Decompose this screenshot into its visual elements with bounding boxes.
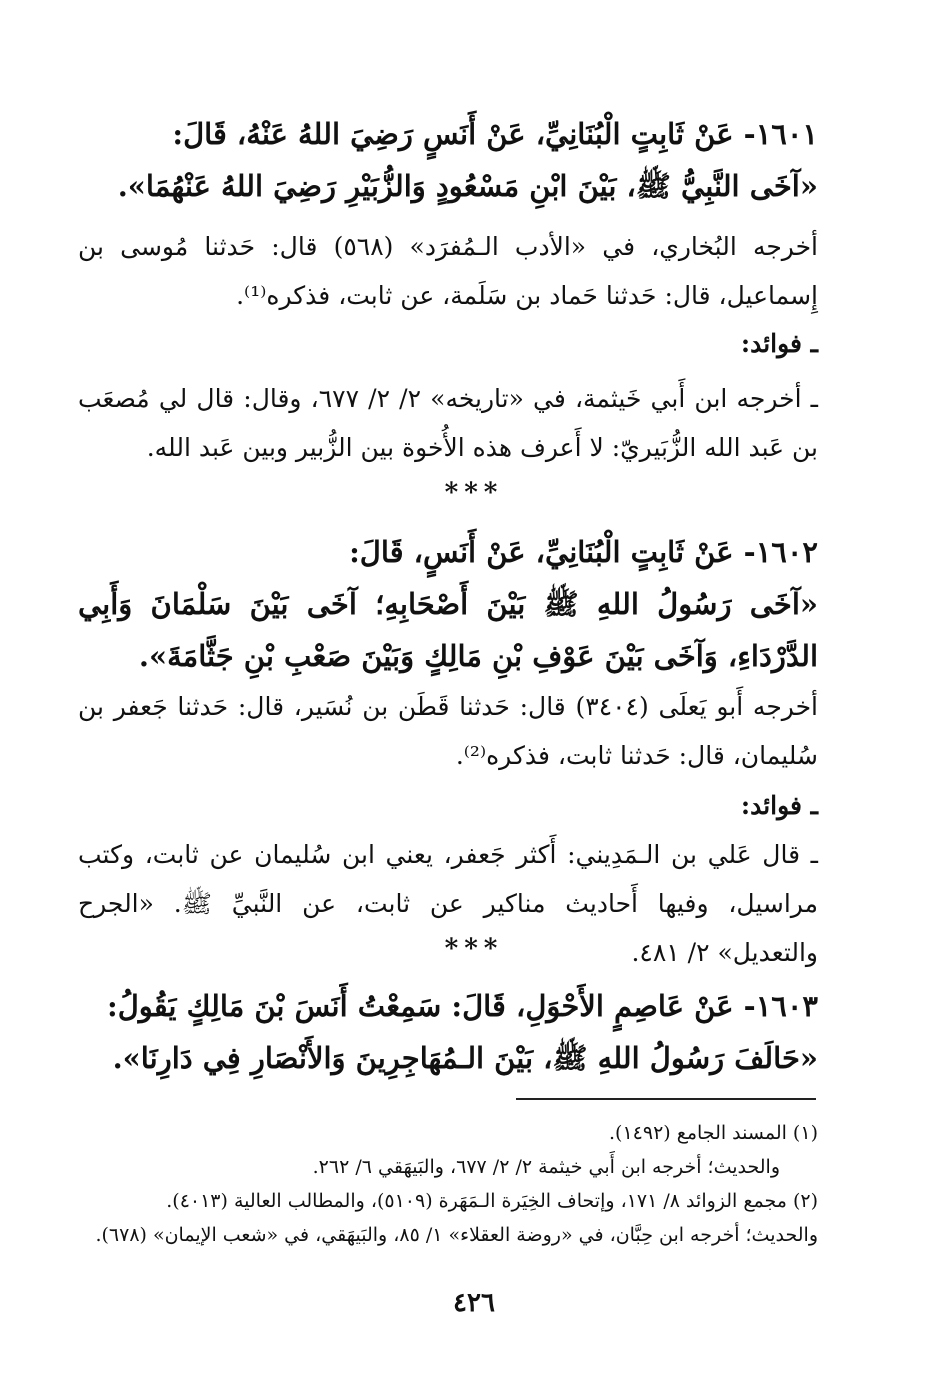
footnotes bbox=[78, 1116, 818, 1252]
hadith-1602-line1: ١٦٠٢- عَنْ ثَابِتٍ الْبُنَانِيِّ، عَنْ أَنَسٍ، قَالَ: bbox=[349, 535, 818, 569]
fawaid-heading-1602: ـ فوائد: bbox=[740, 791, 818, 820]
takhrij-1601: أخرجه البُخاري، في «الأدب الـمُفرَد» (٥٦٨) قال: حَدثنا مُوسى بن إِسماعيل، قال: حَدثنا حَماد بن سَلَمة، عن ثابت، فذكره⁽¹⁾. bbox=[78, 232, 818, 310]
hadith-1602 bbox=[78, 526, 818, 682]
hadith-1603-line2: «حَالَفَ رَسُولُ اللهِ ﷺ، بَيْنَ الـمُهَاجِرِينَ وَالأَنْصَارِ فِي دَارِنَا». bbox=[112, 1041, 818, 1075]
hadith-1602-line2: «آخَى رَسُولُ اللهِ ﷺ بَيْنَ أَصْحَابِهِ؛ آخَى بَيْنَ سَلْمَانَ وَأَبِي الدَّرْدَاءِ، وَآخَى بَيْنَ عَوْفِ بْنِ مَالِكٍ وَبَيْنَ صَعْبِ بْنِ جَثَّامَةَ». bbox=[78, 587, 818, 673]
hadith-1601-line1: ١٦٠١- عَنْ ثَابِتٍ الْبُنَانِيِّ، عَنْ أَنَسٍ رَضِيَ اللهُ عَنْهُ، قَالَ: bbox=[172, 117, 818, 151]
hadith-1603-line1: ١٦٠٣- عَنْ عَاصِمٍ الأَحْوَلِ، قَالَ: سَمِعْتُ أَنَسَ بْنَ مَالِكٍ يَقُولُ: bbox=[107, 989, 818, 1023]
fawaid-heading-1601: ـ فوائد: bbox=[740, 329, 818, 358]
fawaid-1601: ـ أخرجه ابن أَبي خَيثمة، في «تاريخه» ٢/ ٢/ ٦٧٧، وقال: قال لي مُصعَب بن عَبد الله الزُّبَيريّ: لا أَعرف هذه الأُخوة بين الزُّبير وبين عَبد الله. bbox=[78, 384, 819, 462]
footnote-rule bbox=[516, 1098, 816, 1100]
hadith-1603 bbox=[78, 980, 818, 1084]
footnote-2: (٢) مجمع الزوائد ٨/ ١٧١، وإتحاف الخِيَرة الـمَهَرة (٥١٠٩)، والمطالب العالية (٤٠١٣). bbox=[166, 1190, 818, 1212]
footnote-2-continuation: والحديث؛ أخرجه ابن حِبَّان، في «روضة العقلاء» ١/ ٨٥، والبَيهَقي، في «شعب الإيمان» (٦٧٨). bbox=[95, 1224, 818, 1246]
hadith-1601-line2: «آخَى النَّبِيُّ ﷺ، بَيْنَ ابْنِ مَسْعُودٍ وَالزُّبَيْرِ رَضِيَ اللهُ عَنْهُمَا». bbox=[117, 169, 818, 203]
page-number: ٤٢٦ bbox=[453, 1288, 495, 1318]
hadith-1601 bbox=[78, 108, 818, 212]
section-separator: *** bbox=[444, 478, 504, 508]
footnote-1: (١) المسند الجامع (١٤٩٢). bbox=[609, 1122, 818, 1144]
fawaid-1602: ـ قال عَلي بن الـمَدِيني: أَكثر جَعفر، يعني ابن سُليمان عن ثابت، وكتب مراسيل، وفيها أَحاديث مناكير عن ثابت، عن النَّبيِّ ﷺ. «الجرح والتعديل» ٢/ ٤٨١. bbox=[78, 840, 818, 967]
takhrij-1602: أخرجه أَبو يَعلَى (٣٤٠٤) قال: حَدثنا قَطَن بن نُسَير، قال: حَدثنا جَعفر بن سُليمان، قال: حَدثنا ثابت، فذكره⁽²⁾. bbox=[78, 692, 818, 770]
section-separator: *** bbox=[444, 934, 504, 964]
footnote-1-continuation: والحديث؛ أخرجه ابن أَبي خيثمة ٢/ ٢/ ٦٧٧، والبَيهَقي ٦/ ٢٦٢. bbox=[312, 1156, 780, 1178]
